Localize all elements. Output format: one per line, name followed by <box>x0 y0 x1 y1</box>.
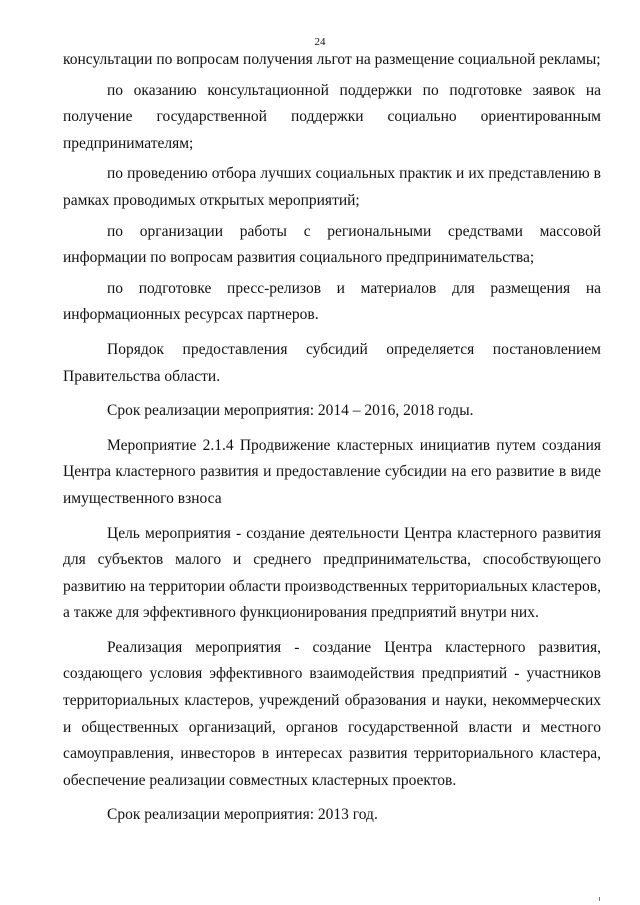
page-number: 24 <box>314 36 326 48</box>
paragraph-social-advertising: консультации по вопросам получения льгот на размещение социальной рекламы; <box>63 51 601 68</box>
paragraph-term-2014-2018: Срок реализации мероприятия: 2014 – 2016, 2018 годы. <box>107 402 474 420</box>
paragraph-subsidy-procedure: Порядок предоставления субсидий определяется постановлением Правительства области. <box>63 340 601 385</box>
paragraph-social-practices: по проведению отбора лучших социальных практик и их представлению в рамках проводимых открытых мероприятий; <box>63 165 601 209</box>
paragraph-term-2013: Срок реализации мероприятия: 2013 год. <box>107 806 378 824</box>
paragraph-media-work: по организации работы с региональными средствами массовой информации по вопросам развития социального предпринимательства; <box>63 222 601 267</box>
paragraph-measure-goal: Цель мероприятия - создание деятельности Центра кластерного развития для субъектов малого и среднего предпринимательства, способствующего развитию на территории области производственных территориальных кластеров, а также для эффективного функционирования предприятий внутри них. <box>63 524 601 622</box>
paragraph-measure-2-1-4: Мероприятие 2.1.4 Продвижение кластерных инициатив путем создания Центра кластерного развития и предоставление субсидии на его развитие в виде имущественного взноса <box>63 436 601 507</box>
paragraph-measure-implementation: Реализация мероприятия - создание Центра кластерного развития, создающего условия эффективного взаимодействия предприятий - участников территориальных кластеров, учреждений образования и науки, некоммерческих и общественных организаций, органов государственной власти и местного самоуправления, инвесторов в интересах развития территориального кластера, обеспечение реализации совместных кластерных проектов. <box>63 638 601 789</box>
document-body <box>63 47 601 829</box>
paragraph-consulting-support: по оказанию консультационной поддержки по подготовке заявок на получение государственной поддержки социально ориентированным предпринимателям; <box>63 81 601 152</box>
paragraph-press-releases: по подготовке пресс-релизов и материалов для размещения на информационных ресурсах партнеров. <box>63 279 601 324</box>
scan-mark <box>599 897 600 901</box>
